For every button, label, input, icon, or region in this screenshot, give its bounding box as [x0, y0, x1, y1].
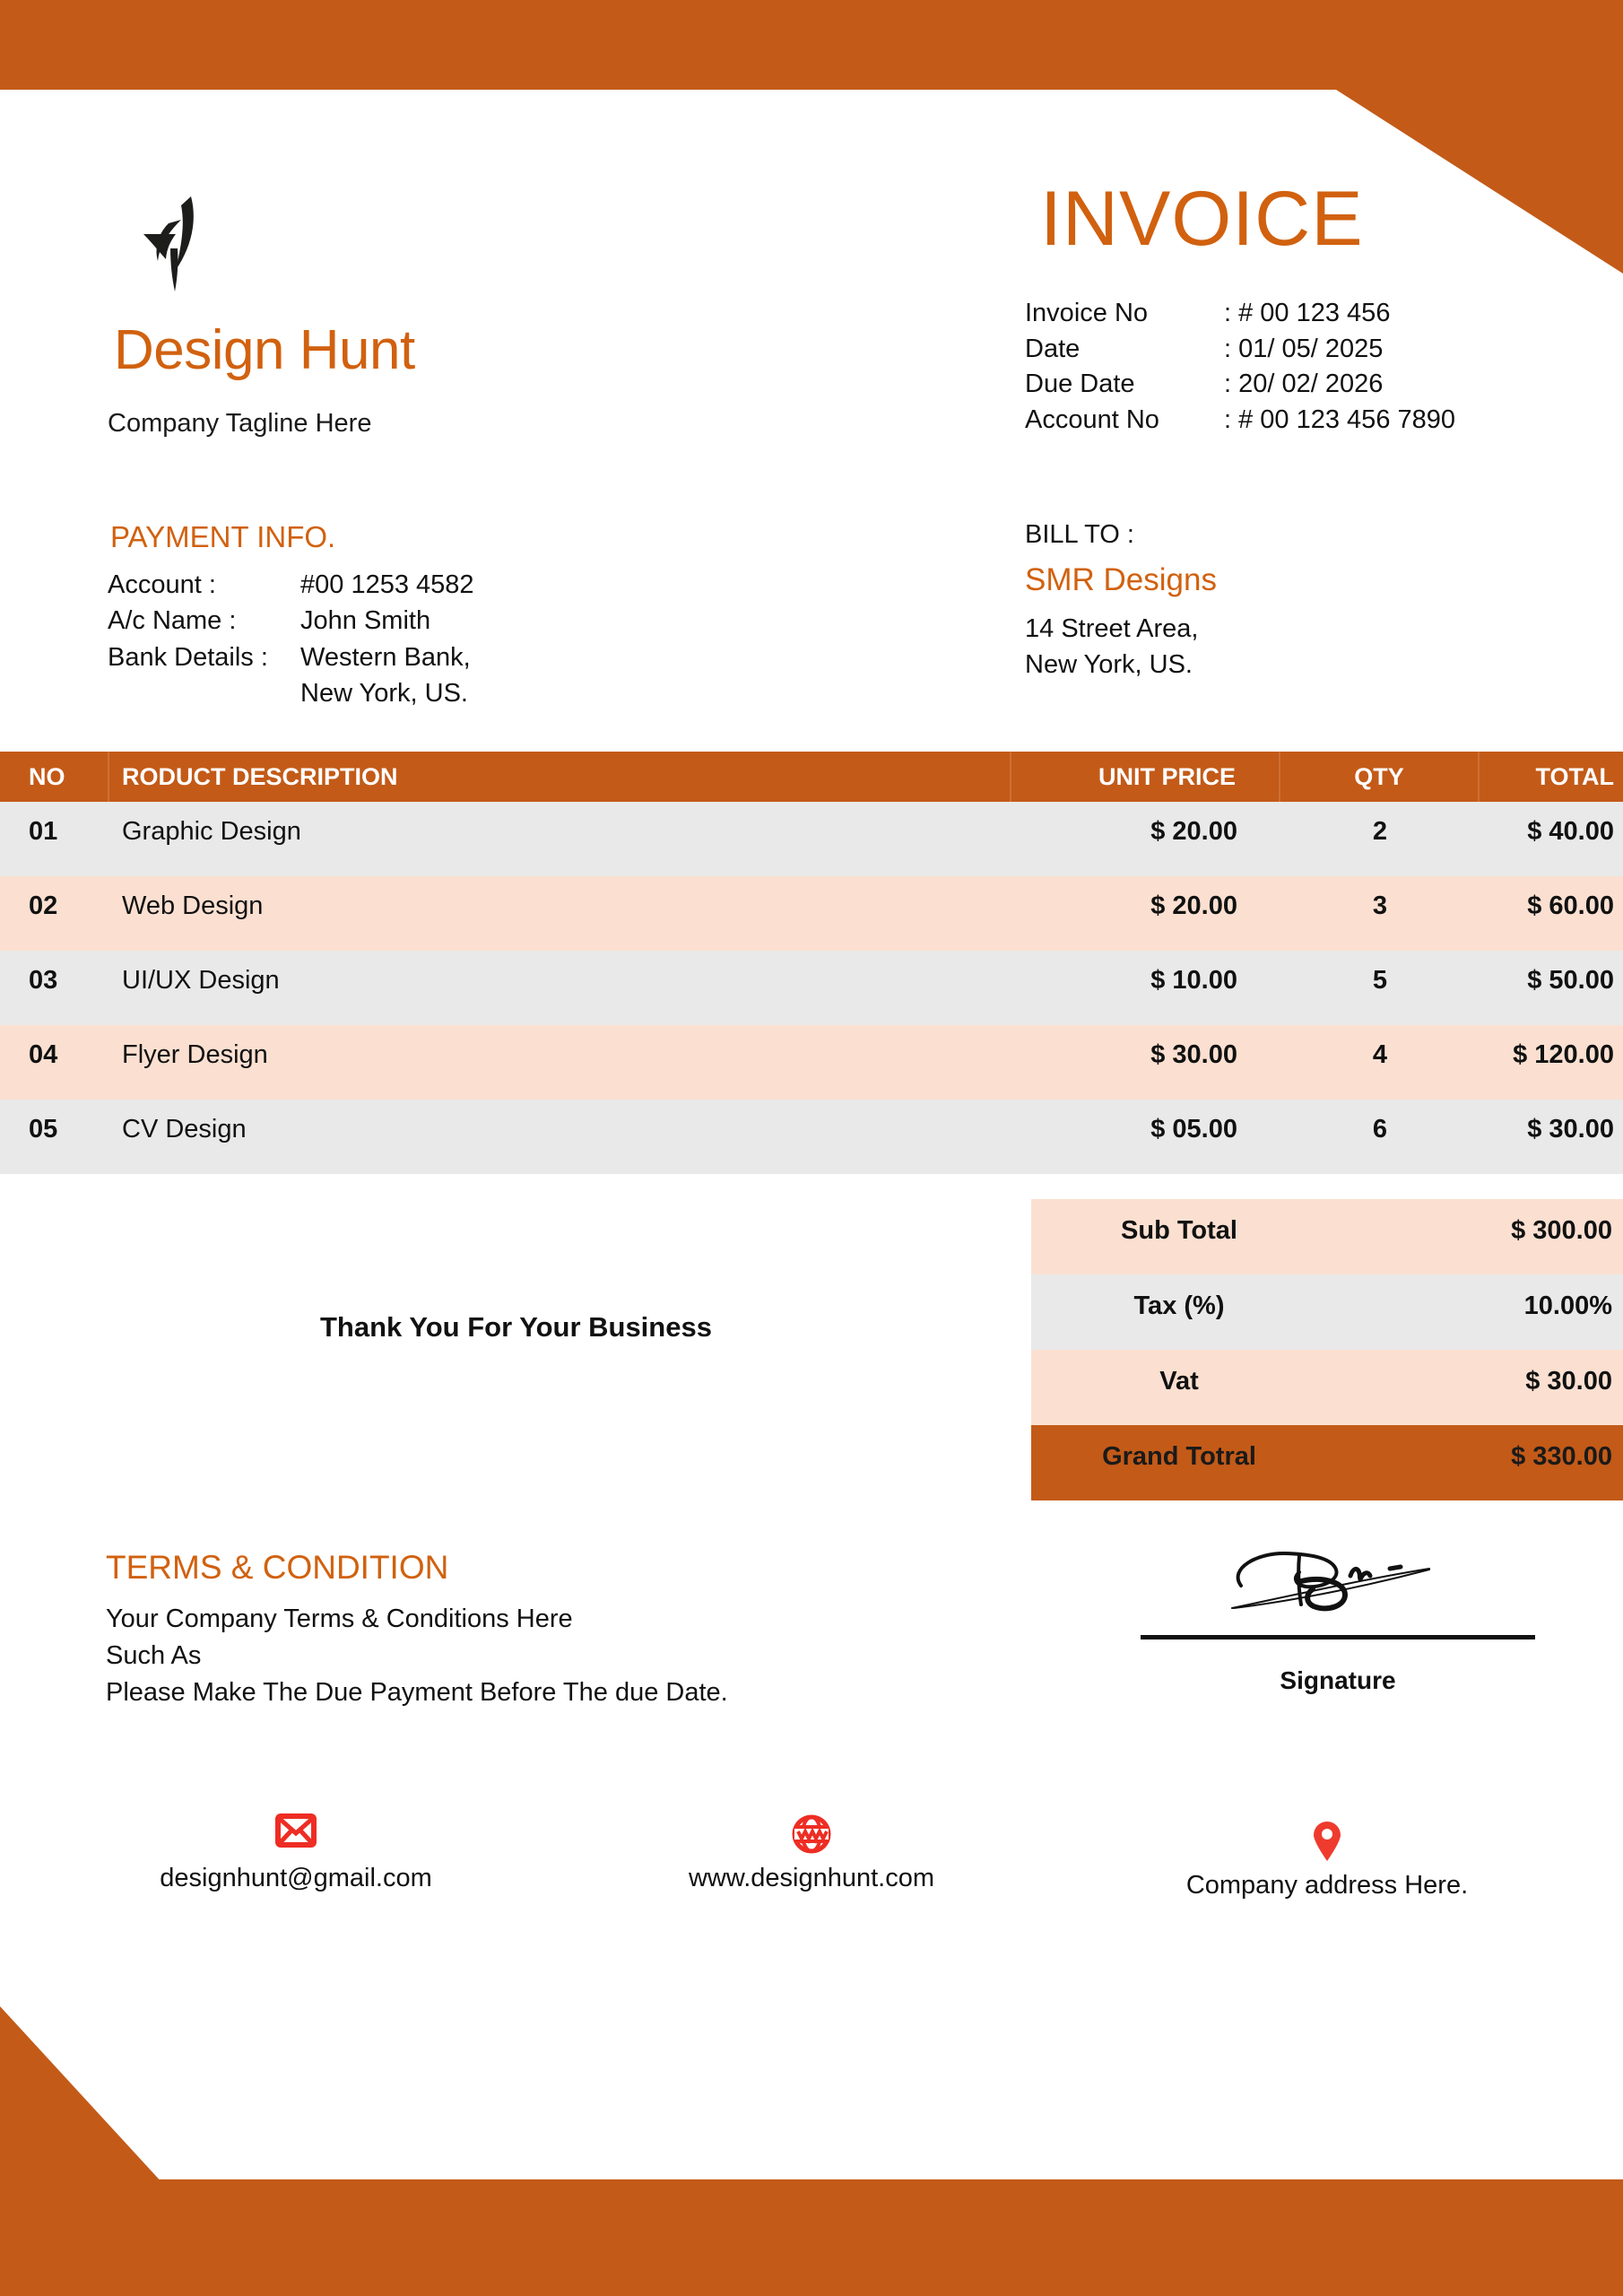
meta-row-invoice-no — [1025, 296, 1455, 332]
payment-row-bank-city — [108, 675, 474, 711]
invoice-title: INVOICE — [1040, 176, 1364, 262]
meta-value: : # 00 123 456 — [1224, 299, 1391, 327]
meta-value: : 20/ 02/ 2026 — [1224, 370, 1384, 399]
bill-to-label: BILL TO : — [1025, 520, 1134, 549]
column-header-unit-price: UNIT PRICE — [1011, 752, 1280, 802]
cell-total: $ 40.00 — [1527, 817, 1614, 846]
bottom-left-orange-wedge — [0, 2006, 184, 2206]
top-right-orange-wedge — [1336, 90, 1623, 274]
table-header-row — [0, 752, 1623, 802]
cell-total: $ 60.00 — [1527, 891, 1614, 920]
top-orange-banner — [0, 0, 1623, 90]
cell-qty: 6 — [1372, 1115, 1388, 1144]
column-header-qty: QTY — [1280, 752, 1480, 802]
cell-unit-price: $ 10.00 — [1150, 966, 1237, 995]
payment-label: A/c Name : — [108, 606, 237, 636]
meta-row-date — [1025, 332, 1455, 368]
table-row — [0, 1100, 1623, 1174]
footer-address[interactable] — [1184, 1821, 1471, 1900]
cell-no: 03 — [29, 966, 58, 995]
totals-row-vat — [1031, 1350, 1623, 1425]
invoice-items-table — [0, 752, 1623, 1174]
cell-qty: 2 — [1372, 817, 1388, 846]
meta-label: Due Date — [1025, 370, 1135, 399]
thank-you-message: Thank You For Your Business — [320, 1311, 712, 1343]
cell-description: Graphic Design — [122, 817, 301, 846]
footer-email-text: designhunt@gmail.com — [160, 1864, 432, 1892]
bill-to-address-line1: 14 Street Area, — [1025, 614, 1199, 643]
column-header-total: TOTAL — [1535, 762, 1614, 790]
table-row — [0, 1025, 1623, 1100]
cell-no: 02 — [29, 891, 58, 920]
payment-row-ac-name — [108, 603, 474, 639]
bottom-orange-banner — [0, 2206, 1623, 2296]
cell-total: $ 50.00 — [1527, 966, 1614, 995]
cell-no: 01 — [29, 817, 58, 846]
company-tagline: Company Tagline Here — [108, 409, 372, 438]
invoice-totals-table — [1031, 1199, 1623, 1500]
column-header-no: NO — [0, 752, 109, 802]
footer-email[interactable] — [139, 1813, 453, 1893]
cell-total: $ 30.00 — [1527, 1115, 1614, 1144]
cell-description: UI/UX Design — [122, 966, 280, 995]
terms-line-2: Such As — [106, 1640, 202, 1670]
payment-row-account — [108, 567, 474, 603]
payment-value: New York, US. — [300, 678, 468, 708]
cell-no: 05 — [29, 1115, 58, 1144]
meta-label: Invoice No — [1025, 299, 1149, 327]
globe-www-icon — [673, 1813, 950, 1857]
terms-title: TERMS & CONDITION — [106, 1549, 449, 1586]
handwritten-signature-image — [1175, 1547, 1444, 1630]
totals-label: Sub Total — [1121, 1216, 1237, 1245]
totals-row-grand-total — [1031, 1425, 1623, 1500]
payment-value: Western Bank, — [300, 642, 471, 672]
cell-unit-price: $ 05.00 — [1150, 1115, 1237, 1144]
meta-row-account-no — [1025, 403, 1455, 439]
bottom-orange-strip — [0, 2179, 1623, 2206]
totals-row-tax — [1031, 1274, 1623, 1350]
payment-value: #00 1253 4582 — [300, 570, 474, 599]
totals-value: $ 330.00 — [1511, 1442, 1612, 1471]
table-row — [0, 876, 1623, 951]
payment-label: Bank Details : — [108, 642, 268, 672]
payment-info-title: PAYMENT INFO. — [110, 520, 336, 553]
meta-label: Account No — [1025, 405, 1159, 435]
cell-qty: 3 — [1372, 891, 1388, 920]
cell-no: 04 — [29, 1040, 58, 1069]
footer-website-text: www.designhunt.com — [688, 1864, 935, 1892]
totals-label: Tax (%) — [1133, 1292, 1225, 1320]
cell-unit-price: $ 20.00 — [1150, 891, 1237, 920]
cell-description: CV Design — [122, 1115, 247, 1144]
totals-value: 10.00% — [1523, 1292, 1612, 1320]
cell-total: $ 120.00 — [1513, 1040, 1614, 1069]
totals-label: Grand Totral — [1102, 1442, 1256, 1471]
footer-address-text: Company address Here. — [1185, 1871, 1469, 1900]
payment-label: Account : — [108, 570, 216, 599]
totals-value: $ 300.00 — [1511, 1216, 1612, 1245]
terms-line-1: Your Company Terms & Conditions Here — [106, 1605, 573, 1633]
invoice-meta-block — [1025, 296, 1455, 439]
signature-block — [1141, 1547, 1535, 1695]
totals-value: $ 30.00 — [1525, 1367, 1612, 1396]
cell-qty: 5 — [1372, 966, 1388, 995]
column-header-description: RODUCT DESCRIPTION — [109, 752, 1011, 802]
envelope-icon — [139, 1813, 453, 1857]
bill-to-address — [1025, 611, 1198, 683]
signature-label: Signature — [1280, 1666, 1396, 1694]
meta-row-due-date — [1025, 367, 1455, 403]
payment-info-block — [108, 567, 474, 711]
table-row — [0, 802, 1623, 876]
payment-label-spacer — [108, 675, 300, 711]
meta-value: : 01/ 05/ 2025 — [1224, 334, 1384, 363]
totals-label: Vat — [1159, 1367, 1199, 1396]
bill-to-client-name: SMR Designs — [1025, 562, 1217, 597]
payment-row-bank-details — [108, 639, 474, 675]
terms-line-3: Please Make The Due Payment Before The due Date. — [106, 1677, 728, 1707]
table-row — [0, 951, 1623, 1025]
cell-unit-price: $ 20.00 — [1150, 817, 1237, 846]
location-pin-icon — [1184, 1821, 1471, 1864]
feather-logo-icon — [135, 193, 233, 296]
meta-value: : # 00 123 456 7890 — [1224, 405, 1456, 435]
company-name: Design Hunt — [114, 319, 415, 381]
cell-qty: 4 — [1372, 1040, 1388, 1069]
bill-to-address-line2: New York, US. — [1025, 650, 1193, 680]
footer-website[interactable] — [673, 1813, 950, 1893]
signature-line — [1141, 1635, 1535, 1639]
payment-value: John Smith — [300, 606, 431, 636]
meta-label: Date — [1025, 334, 1081, 363]
cell-description: Flyer Design — [122, 1040, 268, 1069]
cell-unit-price: $ 30.00 — [1150, 1040, 1237, 1069]
cell-description: Web Design — [122, 891, 264, 920]
totals-row-sub-total — [1031, 1199, 1623, 1274]
terms-body — [106, 1601, 728, 1711]
